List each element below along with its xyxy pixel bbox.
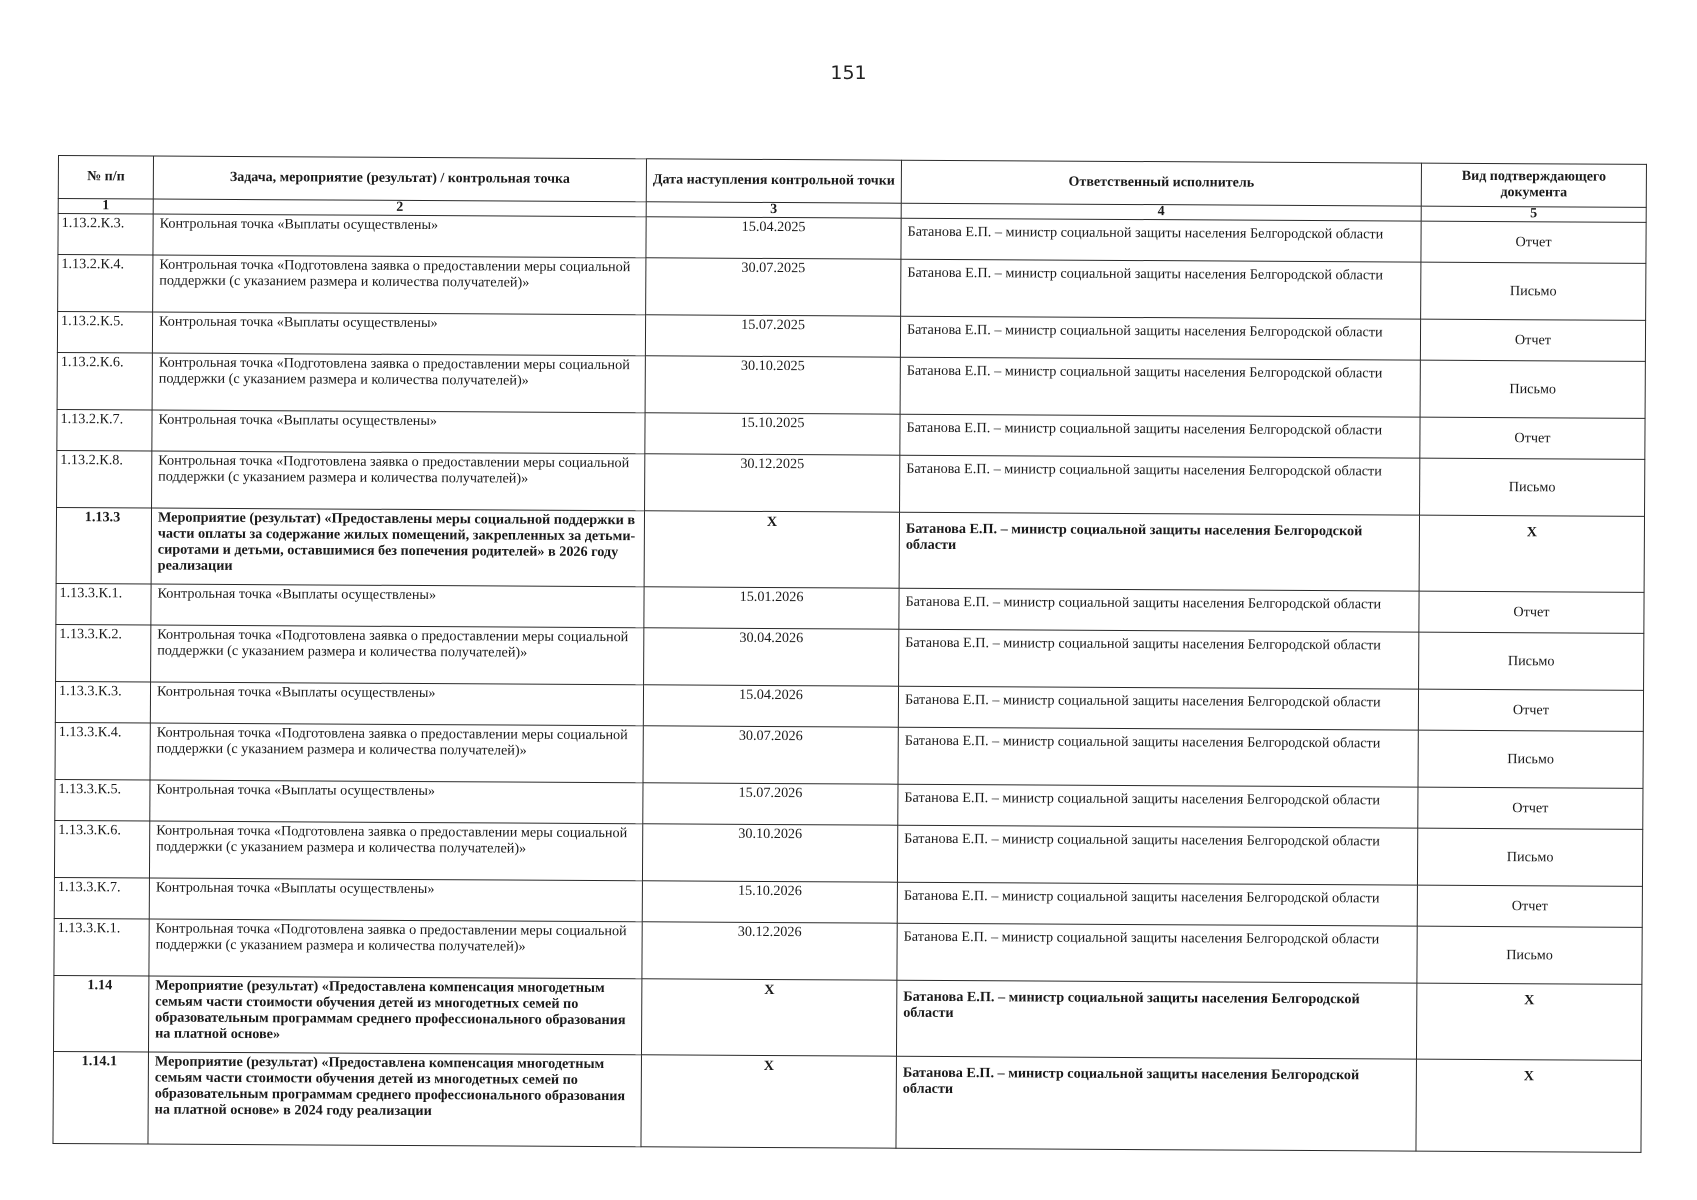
row-number: 1.14.1 <box>53 1051 149 1144</box>
document-table-wrapper <box>52 155 1645 1153</box>
row-task: Контрольная точка «Выплаты осуществлены» <box>149 878 642 922</box>
row-number: 1.13.3.К.1. <box>54 918 149 976</box>
row-date: Х <box>641 1055 897 1148</box>
row-task: Мероприятие (результат) «Предоставлена компенсация многодетным семьям части стоимости обучения детей из многодетных семей по образовательным программам среднего профессионального образования на платной основе» <box>148 976 641 1055</box>
table-row <box>54 820 1642 886</box>
column-index: 4 <box>901 203 1421 221</box>
row-executor: Батанова Е.П. – министр социальной защиты населения Белгородской области <box>896 980 1416 1059</box>
row-executor: Батанова Е.П. – министр социальной защиты населения Белгородской области <box>900 414 1420 458</box>
row-document: Х <box>1416 1059 1642 1152</box>
row-executor: Батанова Е.П. – министр социальной защиты населения Белгородской области <box>897 882 1417 926</box>
row-task: Контрольная точка «Подготовлена заявка о предоставлении меры социальной поддержки (с указанием размера и количества получателей)» <box>152 353 645 413</box>
row-date: 15.07.2025 <box>645 315 900 357</box>
row-task: Контрольная точка «Подготовлена заявка о предоставлении меры социальной поддержки (с указанием размера и количества получателей)» <box>151 625 644 685</box>
row-task: Контрольная точка «Выплаты осуществлены» <box>150 780 643 824</box>
row-number: 1.13.2.К.3. <box>58 214 153 256</box>
row-task: Контрольная точка «Выплаты осуществлены» <box>151 584 644 628</box>
row-document: Отчет <box>1419 591 1644 633</box>
row-document: Отчет <box>1417 885 1642 927</box>
row-task: Контрольная точка «Выплаты осуществлены» <box>152 410 645 454</box>
row-task: Контрольная точка «Выплаты осуществлены» <box>153 214 646 258</box>
row-document: Х <box>1419 515 1644 592</box>
column-index: 2 <box>153 199 646 217</box>
row-date: 30.04.2026 <box>644 628 899 686</box>
row-document: Письмо <box>1417 926 1642 984</box>
row-document: Письмо <box>1417 828 1642 886</box>
row-number: 1.13.3 <box>56 507 151 584</box>
page-number: 151 <box>830 62 867 84</box>
row-number: 1.13.2.К.5. <box>57 312 152 354</box>
row-task: Контрольная точка «Подготовлена заявка о предоставлении меры социальной поддержки (с указанием размера и количества получателей)» <box>153 255 646 315</box>
row-executor: Батанова Е.П. – министр социальной защиты населения Белгородской области <box>901 259 1421 319</box>
header-document: Вид подтверждающего документа <box>1421 163 1646 207</box>
row-executor: Батанова Е.П. – министр социальной защиты населения Белгородской области <box>896 1056 1417 1151</box>
row-executor: Батанова Е.П. – министр социальной защиты населения Белгородской области <box>899 512 1419 591</box>
row-task: Контрольная точка «Подготовлена заявка о предоставлении меры социальной поддержки (с указанием размера и количества получателей)» <box>152 451 645 511</box>
row-executor: Батанова Е.П. – министр социальной защиты населения Белгородской области <box>898 784 1418 828</box>
row-document: Письмо <box>1420 458 1645 516</box>
row-executor: Батанова Е.П. – министр социальной защиты населения Белгородской области <box>897 923 1417 983</box>
row-executor: Батанова Е.П. – министр социальной защиты населения Белгородской области <box>900 316 1420 360</box>
table-row-activity <box>53 975 1641 1060</box>
row-document: Отчет <box>1421 221 1646 263</box>
row-number: 1.13.3.К.6. <box>54 820 149 878</box>
row-document: Письмо <box>1419 632 1644 690</box>
header-task: Задача, мероприятие (результат) / контрольная точка <box>153 156 646 202</box>
row-task: Контрольная точка «Подготовлена заявка о предоставлении меры социальной поддержки (с указанием размера и количества получателей)» <box>149 919 642 979</box>
row-document: Письмо <box>1418 730 1643 788</box>
row-executor: Батанова Е.П. – министр социальной защиты населения Белгородской области <box>901 218 1421 262</box>
column-index: 5 <box>1421 206 1646 222</box>
row-date: 15.07.2026 <box>643 783 898 825</box>
row-number: 1.13.2.К.6. <box>57 352 152 410</box>
row-number: 1.13.3.К.7. <box>54 877 149 919</box>
row-document: Письмо <box>1420 360 1645 418</box>
table-row <box>57 450 1645 516</box>
row-executor: Батанова Е.П. – министр социальной защиты населения Белгородской области <box>900 455 1420 515</box>
control-points-table <box>52 155 1646 1153</box>
table-row <box>57 352 1645 418</box>
row-number: 1.13.2.К.8. <box>57 450 152 508</box>
row-number: 1.13.3.К.1. <box>56 583 151 625</box>
header-date: Дата наступления контрольной точки <box>646 159 901 203</box>
row-task: Контрольная точка «Выплаты осуществлены» <box>150 682 643 726</box>
row-date: 15.10.2026 <box>642 881 897 923</box>
row-date: Х <box>644 511 899 588</box>
row-executor: Батанова Е.П. – министр социальной защиты населения Белгородской области <box>897 825 1417 885</box>
row-document: Отчет <box>1420 417 1645 459</box>
table-row-activity <box>53 1051 1641 1152</box>
row-number: 1.14 <box>53 975 148 1052</box>
row-document: Письмо <box>1421 262 1646 320</box>
row-date: 30.07.2026 <box>643 726 898 784</box>
row-document: Х <box>1416 983 1641 1060</box>
row-document: Отчет <box>1418 689 1643 731</box>
column-index: 1 <box>58 199 153 215</box>
row-task: Мероприятие (результат) «Предоставлена компенсация многодетным семьям части стоимости обучения детей из многодетных семей по образовательным программам среднего профессионального образования на платной основе» в 2024 году реализации <box>148 1052 642 1147</box>
row-date: 15.01.2026 <box>644 587 899 629</box>
row-task: Мероприятие (результат) «Предоставлены меры социальной поддержки в части оплаты за содержание жилых помещений, закрепленных за детьми-сиротами и детьми, оставшимися без попечения родителей» в 2026 году реализации <box>151 508 644 587</box>
table-row <box>56 624 1644 690</box>
row-number: 1.13.3.К.5. <box>55 779 150 821</box>
row-task: Контрольная точка «Подготовлена заявка о предоставлении меры социальной поддержки (с указанием размера и количества получателей)» <box>150 723 643 783</box>
table-row <box>58 255 1646 321</box>
row-number: 1.13.3.К.3. <box>55 681 150 723</box>
row-date: 15.04.2025 <box>646 217 901 259</box>
row-executor: Батанова Е.П. – министр социальной защиты населения Белгородской области <box>899 629 1419 689</box>
row-date: 30.07.2025 <box>646 258 901 316</box>
row-executor: Батанова Е.П. – министр социальной защиты населения Белгородской области <box>900 357 1420 417</box>
row-number: 1.13.2.К.7. <box>57 409 152 451</box>
column-index: 3 <box>646 202 901 218</box>
table-row <box>55 722 1643 788</box>
table-row <box>54 918 1642 984</box>
row-executor: Батанова Е.П. – министр социальной защиты населения Белгородской области <box>899 588 1419 632</box>
row-date: 30.10.2026 <box>642 824 897 882</box>
table-row-activity <box>56 507 1644 592</box>
header-executor: Ответственный исполнитель <box>901 160 1421 206</box>
row-task: Контрольная точка «Выплаты осуществлены» <box>152 312 645 356</box>
row-executor: Батанова Е.П. – министр социальной защиты населения Белгородской области <box>898 686 1418 730</box>
header-number: № п/п <box>58 156 153 200</box>
row-date: 30.12.2026 <box>642 922 897 980</box>
row-number: 1.13.3.К.2. <box>56 624 151 682</box>
row-number: 1.13.3.К.4. <box>55 722 150 780</box>
row-date: 30.10.2025 <box>645 356 900 414</box>
row-date: Х <box>641 979 896 1056</box>
row-date: 30.12.2025 <box>645 454 900 512</box>
row-date: 15.10.2025 <box>645 413 900 455</box>
row-date: 15.04.2026 <box>643 685 898 727</box>
row-document: Отчет <box>1418 787 1643 829</box>
row-document: Отчет <box>1420 319 1645 361</box>
row-task: Контрольная точка «Подготовлена заявка о предоставлении меры социальной поддержки (с указанием размера и количества получателей)» <box>149 821 642 881</box>
row-executor: Батанова Е.П. – министр социальной защиты населения Белгородской области <box>898 727 1418 787</box>
row-number: 1.13.2.К.4. <box>58 255 153 313</box>
